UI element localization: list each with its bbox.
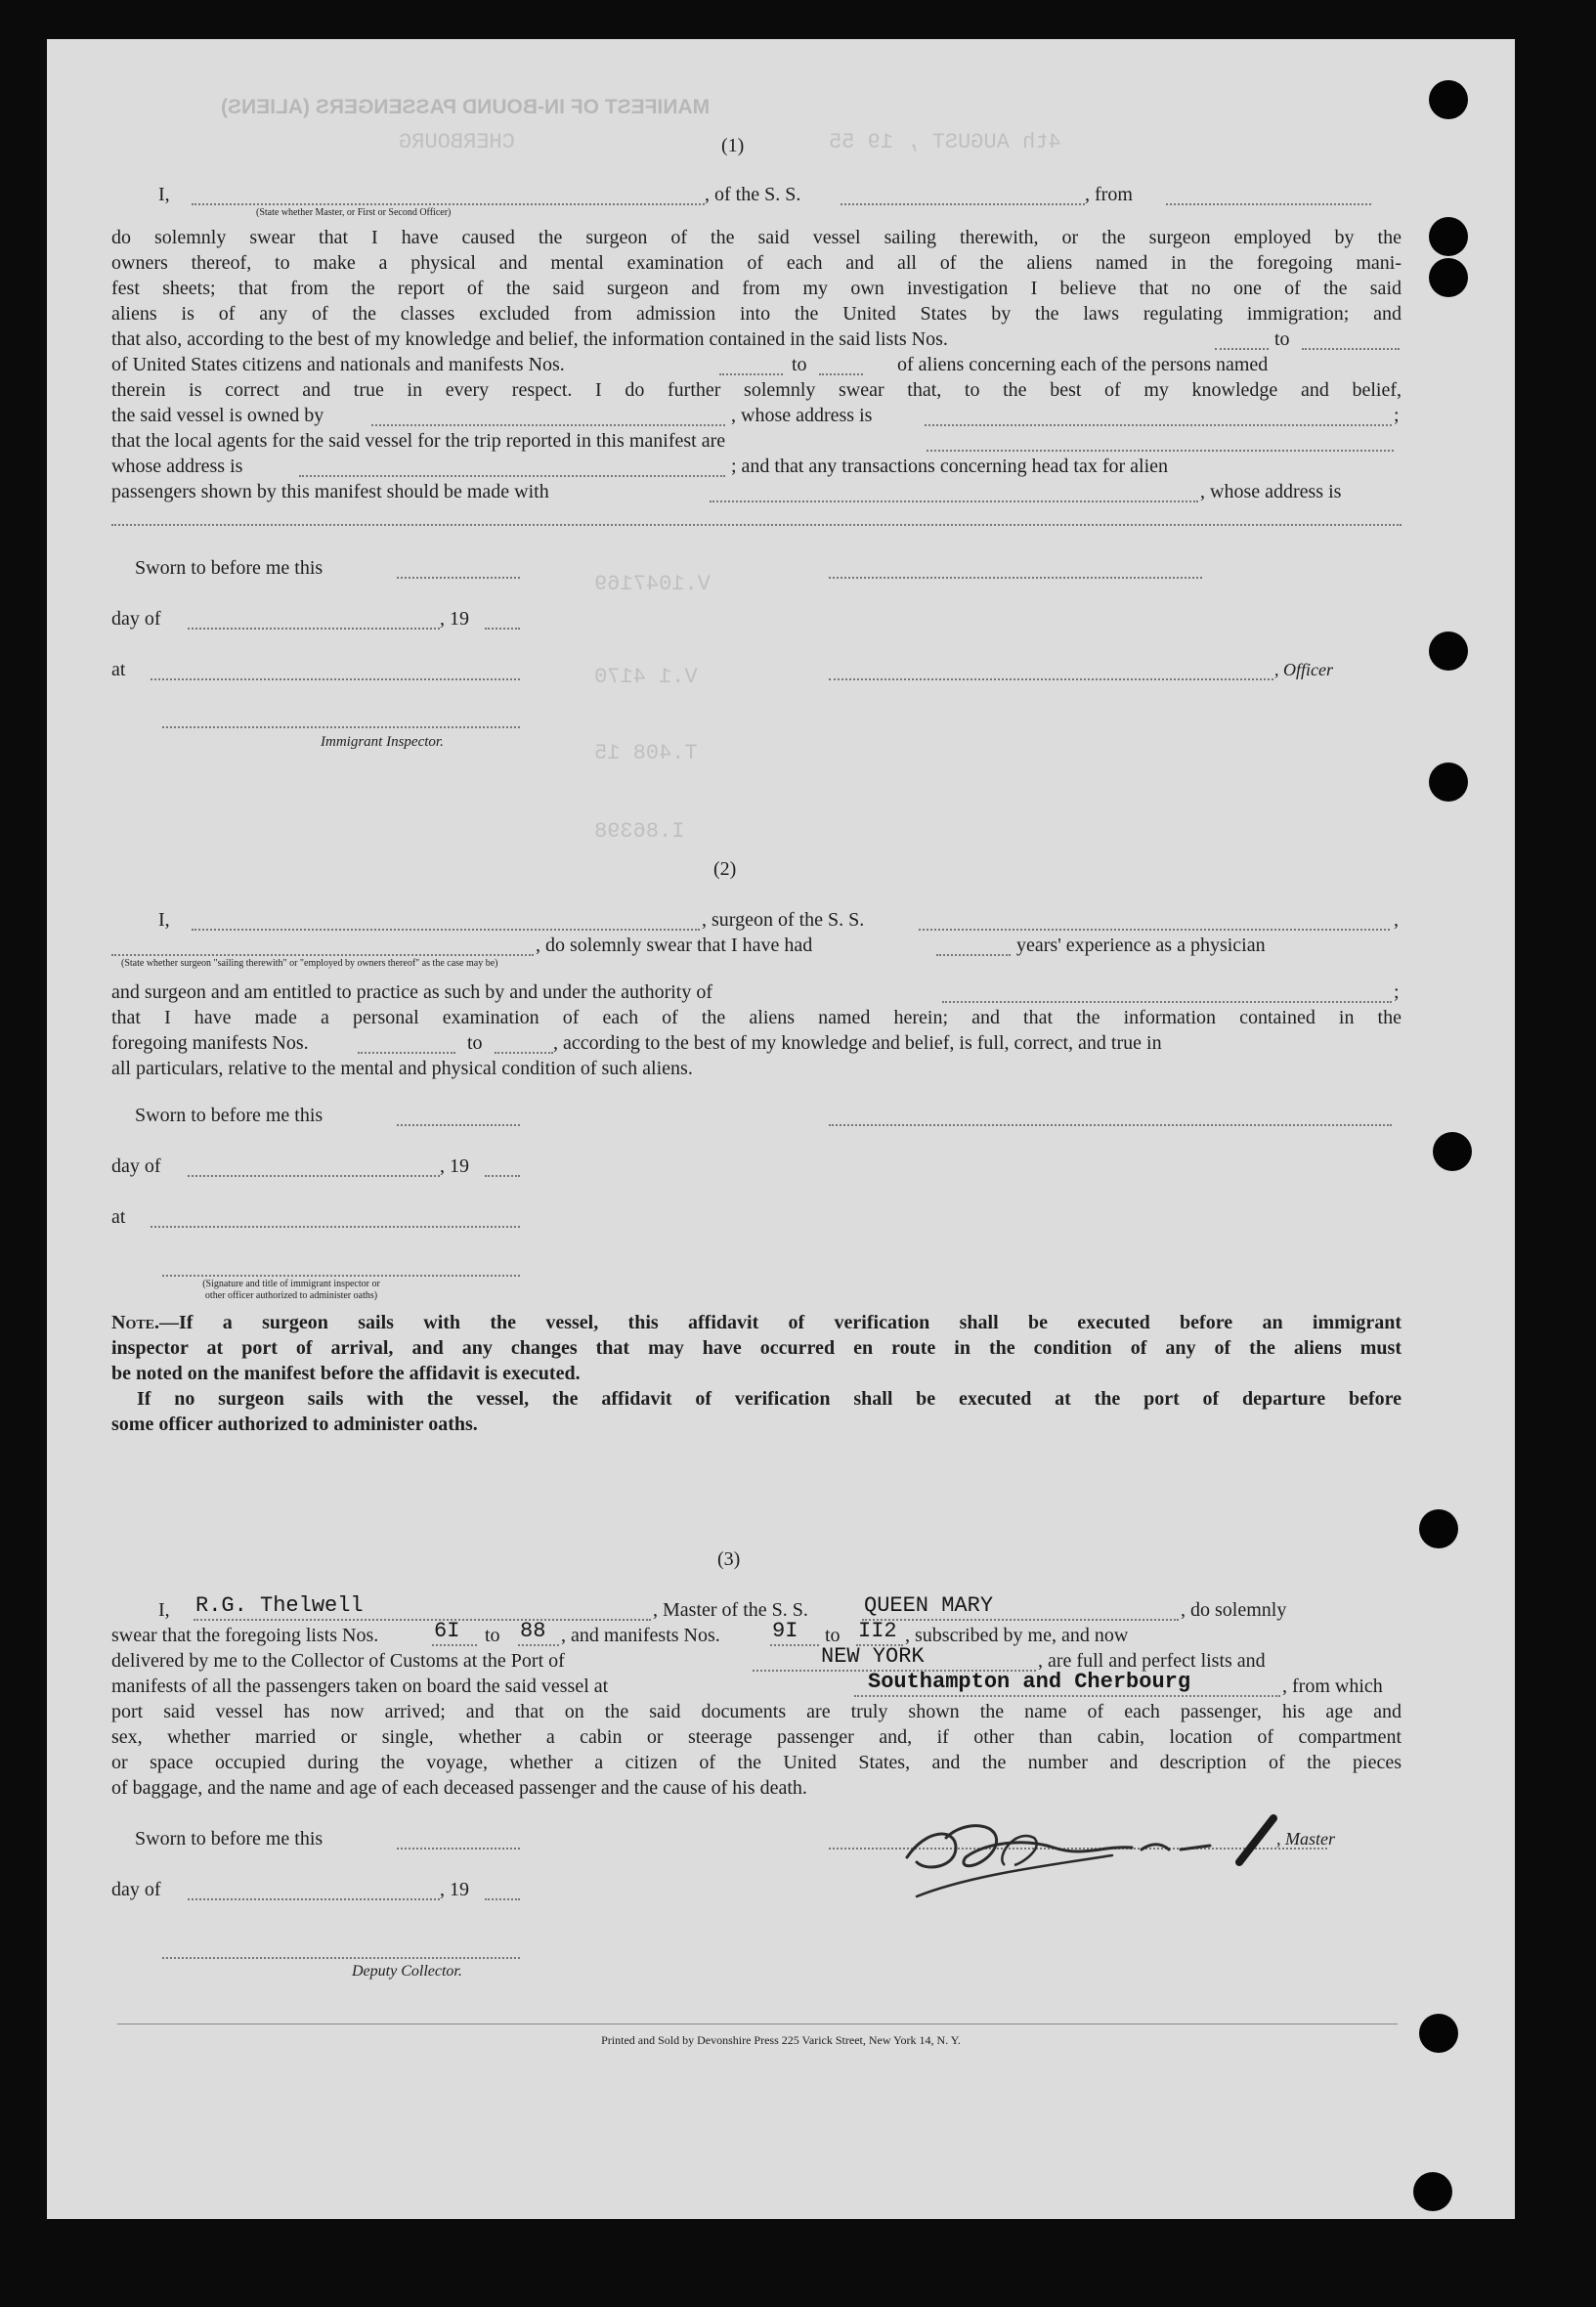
note-line: If no surgeon sails with the vessel, the affidavit of verification shall be executed at the port of departure before (137, 1388, 1402, 1410)
lists-to-field[interactable] (1302, 348, 1400, 350)
oath-i-label: I, (158, 184, 170, 205)
comma: , (1394, 909, 1399, 931)
punch-hole (1429, 258, 1468, 297)
surgeon-ship-field[interactable] (919, 929, 1390, 931)
year-label: , 19 (440, 1155, 469, 1177)
master-i-label: I, (158, 1599, 170, 1621)
solemnly-swear-label: , do solemnly swear that I have had (536, 935, 813, 956)
section-1-paragraph-line: that also, according to the best of my knowledge and belief, the information contained in the said lists Nos. (111, 328, 948, 350)
owner-address-field[interactable] (925, 424, 1392, 426)
manifests-to-field[interactable] (819, 373, 863, 375)
section-1-paragraph-line: aliens is of any of the classes excluded from admission into the United States by the laws regulating immigration; and (111, 303, 1402, 325)
authority-field[interactable] (942, 1001, 1392, 1003)
years-experience-field[interactable] (936, 954, 1011, 956)
month-field[interactable] (188, 628, 440, 630)
note-line: inspector at port of arrival, and any changes that may have occurred en route in the condition of any of the aliens must (111, 1337, 1402, 1359)
section-2-particulars-line: all particulars, relative to the mental and physical condition of such aliens. (111, 1058, 693, 1079)
note-line: be noted on the manifest before the affidavit is executed. (111, 1363, 581, 1384)
to-label: to (467, 1032, 483, 1054)
deputy-collector-label: Deputy Collector. (352, 1963, 462, 1980)
agents-address-field[interactable] (299, 475, 725, 477)
master-departure-field[interactable] (854, 1695, 1280, 1697)
head-tax-contact-field[interactable] (710, 501, 1198, 502)
section-1-paragraph-line: that the local agents for the said vessel for the trip reported in this manifest are (111, 430, 726, 452)
whose-address-label: , whose address is (731, 405, 873, 426)
to-label: to (792, 354, 807, 375)
semicolon: ; (1394, 405, 1400, 426)
section-1-paragraph-line: whose address is (111, 456, 243, 477)
section-1-paragraph-line: fest sheets; that from the report of the said surgeon and from my own investigation I believe that no one of the said (111, 278, 1402, 299)
section-3-paragraph-line: or space occupied during the voyage, whether a citizen of the United States, and the number and description of the pieces (111, 1752, 1402, 1773)
surgeon-capacity-caption: (State whether surgeon "sailing therewith" or "employed by owners thereof" as the case may be) (121, 958, 498, 969)
surgeon-manifest-to-field[interactable] (495, 1052, 553, 1054)
swear-lists-label: swear that the foregoing lists Nos. (111, 1625, 379, 1646)
inspector-signature-field[interactable] (162, 1275, 520, 1277)
master-of-label: , Master of the S. S. (653, 1599, 808, 1621)
sworn-day-field[interactable] (397, 1124, 520, 1126)
section-2-foregoing-line: foregoing manifests Nos. (111, 1032, 309, 1054)
section-1-paragraph-line: therein is correct and true in every respect. I do further solemnly swear that, to the best of my knowledge and belief, (111, 379, 1402, 401)
manifest-to-value[interactable]: II2 (858, 1619, 897, 1643)
year-field[interactable] (485, 1898, 520, 1900)
note-label: Note. (111, 1312, 160, 1333)
of-aliens-label: of aliens concerning each of the persons named (897, 354, 1269, 375)
officer-name-field[interactable] (192, 203, 705, 205)
from-label: , from (1085, 184, 1133, 205)
section-3-paragraph-line: sex, whether married or single, whether a cabin or steerage passenger and, if other than cabin, location of compartment (111, 1726, 1402, 1748)
manifests-all-label: manifests of all the passengers taken on board the said vessel at (111, 1676, 609, 1697)
day-of-label: day of (111, 608, 161, 630)
section-1-paragraph-line: do solemnly swear that I have caused the surgeon of the said vessel sailing therewith, or the surgeon employed by the (111, 227, 1402, 248)
bleed-through-code: V.1 4170 (594, 665, 698, 689)
manifest-from-value[interactable]: 9I (772, 1619, 798, 1643)
section-1-paragraph-line: of United States citizens and nationals and manifests Nos. (111, 354, 565, 375)
local-agents-field[interactable] (927, 450, 1394, 452)
master-name-value[interactable]: R.G. Thelwell (195, 1593, 364, 1618)
ship-name-value[interactable]: QUEEN MARY (864, 1593, 994, 1618)
from-port-field[interactable] (1166, 203, 1371, 205)
ship-name-field[interactable] (841, 203, 1085, 205)
deputy-collector-signature-field[interactable] (162, 1957, 520, 1959)
master-lists-from-field[interactable] (432, 1644, 477, 1646)
delivered-label: delivered by me to the Collector of Customs at the Port of (111, 1650, 565, 1672)
from-which-label: , from which (1282, 1676, 1383, 1697)
sworn-label: Sworn to before me this (135, 1105, 324, 1126)
bleed-through-code: V.1047169 (594, 572, 711, 596)
surgeon-capacity-field[interactable] (111, 954, 534, 956)
surgeon-name-field[interactable] (192, 929, 700, 931)
officer-rank-caption: (State whether Master, or First or Second Officer) (256, 207, 452, 218)
to-label: to (485, 1625, 500, 1646)
of-ship-label: , of the S. S. (705, 184, 801, 205)
inspector-signature-field[interactable] (162, 726, 520, 728)
years-experience-label: years' experience as a physician (1016, 935, 1266, 956)
master-manifest-from-field[interactable] (770, 1644, 819, 1646)
section-1-paragraph-line: owners thereof, to make a physical and mental examination of each and all of the aliens named in the foregoing mani- (111, 252, 1402, 274)
punch-hole (1429, 762, 1468, 802)
month-field[interactable] (188, 1175, 440, 1177)
punch-hole (1429, 631, 1468, 671)
full-perfect-label: , are full and perfect lists and (1038, 1650, 1266, 1672)
surgeon-signature-field[interactable] (829, 1124, 1392, 1126)
port-value[interactable]: NEW YORK (821, 1644, 925, 1669)
manifest-affidavit-page (47, 39, 1515, 2219)
section-2-personal-line: that I have made a personal examination of each of the aliens named herein; and that the information contained in the (111, 1007, 1402, 1028)
sworn-label: Sworn to before me this (135, 1828, 324, 1850)
sworn-day-field[interactable] (397, 1848, 520, 1850)
punch-hole (1419, 2014, 1458, 2053)
owner-field[interactable] (371, 424, 725, 426)
section-2-number: (2) (713, 858, 737, 880)
printer-imprint: Printed and Sold by Devonshire Press 225 Varick Street, New York 14, N. Y. (601, 2033, 961, 2047)
sworn-label: Sworn to before me this (135, 557, 324, 579)
section-1-number: (1) (721, 135, 745, 156)
note-text: —If a surgeon sails with the vessel, this affidavit of verification shall be executed before an immigrant (159, 1312, 1402, 1333)
day-of-label: day of (111, 1155, 161, 1177)
year-field[interactable] (485, 628, 520, 630)
year-label: , 19 (440, 1879, 469, 1900)
punch-hole (1433, 1132, 1472, 1171)
at-place-field[interactable] (151, 1226, 520, 1228)
bleed-through-code: T.408 15 (594, 741, 698, 765)
master-label: , Master (1276, 1829, 1335, 1849)
punch-hole (1419, 1509, 1458, 1548)
surgeon-of-label: , surgeon of the S. S. (702, 909, 865, 931)
departure-ports-value[interactable]: Southampton and Cherbourg (868, 1670, 1191, 1694)
surgeon-i-label: I, (158, 909, 170, 931)
sworn-day-field[interactable] (397, 577, 520, 579)
punch-hole (1429, 80, 1468, 119)
section-3-paragraph-line: of baggage, and the name and age of each deceased passenger and the cause of his death. (111, 1777, 807, 1799)
manifests-from-field[interactable] (719, 373, 783, 375)
punch-hole (1413, 2172, 1452, 2211)
bleed-through-title: MANIFEST OF IN-BOUND PASSENGERS (ALIENS) (221, 96, 711, 118)
at-label: at (111, 1206, 126, 1228)
at-place-field[interactable] (151, 678, 520, 680)
and-manifests-label: , and manifests Nos. (561, 1625, 720, 1646)
note-line: some officer authorized to administer oaths. (111, 1414, 478, 1435)
note-line (111, 1310, 1402, 1335)
sworn-signature-field[interactable] (829, 577, 1202, 579)
master-lists-to-field[interactable] (518, 1644, 559, 1646)
at-label: at (111, 659, 126, 680)
lists-to-value[interactable]: 88 (520, 1619, 546, 1643)
semicolon: ; (1394, 981, 1400, 1003)
bleed-through-port: CHERBOURG (399, 130, 515, 154)
punch-hole (1429, 217, 1468, 256)
signature-caption: (Signature and title of immigrant inspector or other officer authorized to administer oaths) (202, 1279, 380, 1301)
section-2-foregoing-rest: , according to the best of my knowledge and belief, is full, correct, and true in (553, 1032, 1162, 1054)
head-tax-label: ; and that any transactions concerning head tax for alien (731, 456, 1169, 477)
to-label: to (1274, 328, 1290, 350)
section-2-authority-line: and surgeon and am entitled to practice as such by and under the authority of (111, 981, 712, 1003)
section-3-number: (3) (717, 1548, 741, 1570)
lists-from-field[interactable] (1215, 348, 1269, 350)
master-ship-field[interactable] (862, 1619, 1179, 1621)
do-solemnly-label: , do solemnly (1181, 1599, 1287, 1621)
officer-label: , Officer (1274, 660, 1333, 679)
section-3-paragraph-line: port said vessel has now arrived; and that on the said documents are truly shown the name of each passenger, his age and (111, 1701, 1402, 1722)
month-field[interactable] (188, 1898, 440, 1900)
head-tax-address-field[interactable] (111, 524, 1402, 526)
immigrant-inspector-label: Immigrant Inspector. (321, 734, 444, 750)
section-1-paragraph-line: passengers shown by this manifest should be made with (111, 481, 549, 502)
master-name-field[interactable] (194, 1619, 651, 1621)
subscribed-label: , subscribed by me, and now (905, 1625, 1129, 1646)
to-label: to (825, 1625, 841, 1646)
day-of-label: day of (111, 1879, 161, 1900)
bleed-through-code: I.86398 (594, 819, 685, 844)
master-signature (887, 1789, 1298, 1926)
year-label: , 19 (440, 608, 469, 630)
year-field[interactable] (485, 1175, 520, 1177)
surgeon-manifest-from-field[interactable] (358, 1052, 455, 1054)
lists-from-value[interactable]: 6I (434, 1619, 460, 1643)
whose-address-label: , whose address is (1200, 481, 1342, 502)
officer-signature-field[interactable] (829, 678, 1273, 680)
section-1-paragraph-line: the said vessel is owned by (111, 405, 324, 426)
bleed-through-date: 4th AUGUST , 19 55 (829, 130, 1061, 154)
